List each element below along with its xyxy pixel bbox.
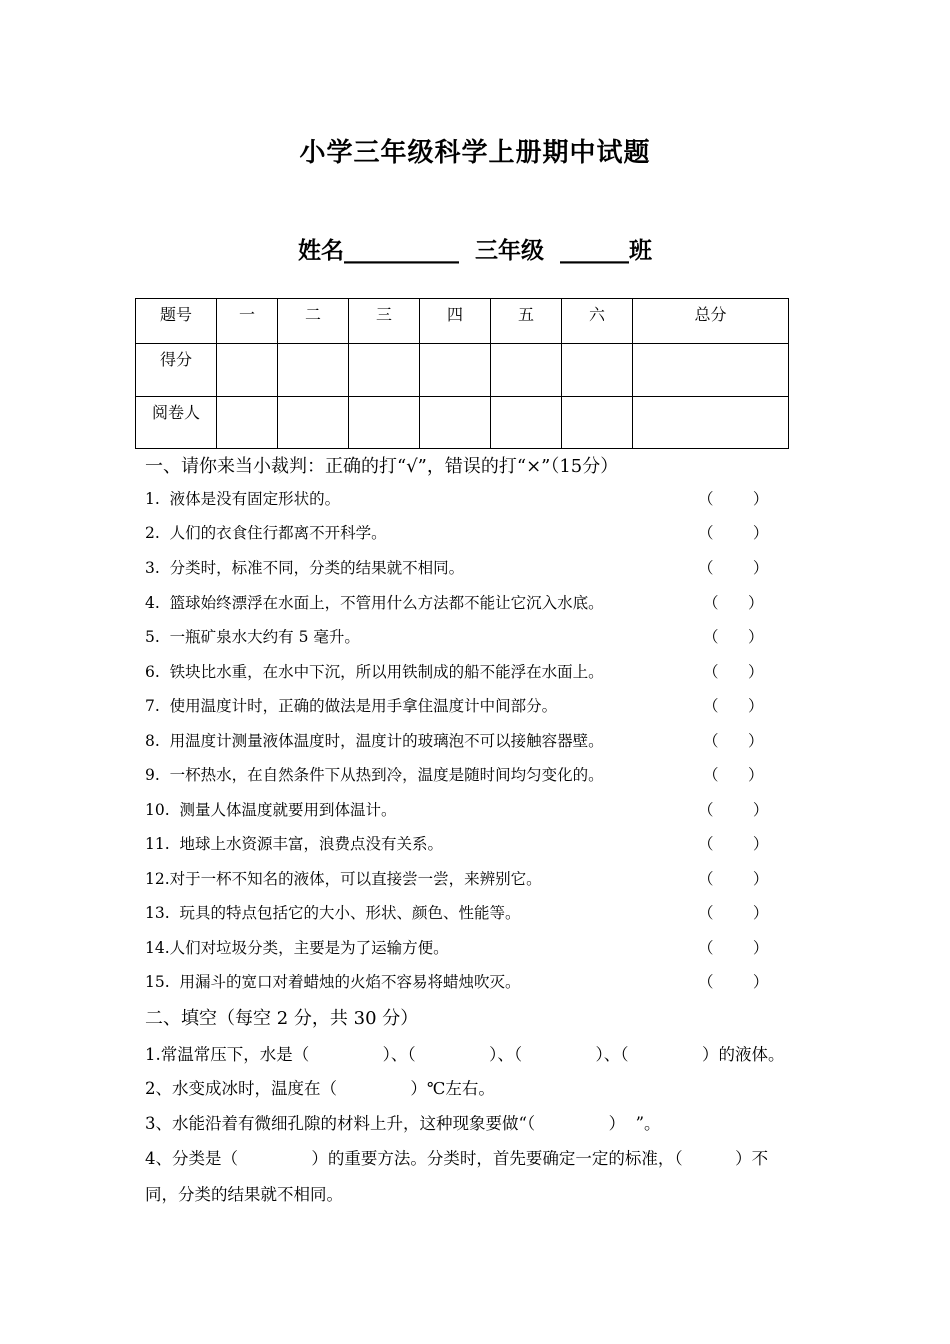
score-table-header-cell: 六 xyxy=(562,299,633,344)
score-cell xyxy=(420,344,491,397)
fill-in-item: 4、分类是（ ）的重要方法。分类时，首先要确定一定的标准，（ ）不 xyxy=(145,1149,769,1168)
grader-cell xyxy=(349,397,420,449)
question-text: 9. 一杯热水，在自然条件下从热到冷，温度是随时间均匀变化的。 xyxy=(145,766,604,784)
section-1-heading: 一、请你来当小裁判：正确的打“√”，错误的打“×”（15分） xyxy=(145,456,619,477)
score-table-header-cell: 一 xyxy=(217,299,278,344)
fill-in-item: 2、水变成冰时，温度在（ ）℃左右。 xyxy=(145,1079,495,1098)
grader-cell xyxy=(633,397,789,449)
question-text: 2. 人们的衣食住行都离不开科学。 xyxy=(145,524,387,542)
question-text: 1. 液体是没有固定形状的。 xyxy=(145,490,341,508)
score-table-header-cell: 二 xyxy=(278,299,349,344)
answer-parentheses: （ ） xyxy=(698,490,769,508)
score-cell xyxy=(217,344,278,397)
answer-parentheses: （ ） xyxy=(698,524,769,542)
score-cell xyxy=(278,344,349,397)
question-text: 6. 铁块比水重，在水中下沉，所以用铁制成的船不能浮在水面上。 xyxy=(145,663,604,681)
question-text: 11. 地球上水资源丰富，浪费点没有关系。 xyxy=(145,835,444,853)
answer-parentheses: （ ） xyxy=(698,939,769,957)
score-table-header-row xyxy=(136,299,789,344)
answer-parentheses: （ ） xyxy=(698,835,769,853)
fill-in-item: 3、水能沿着有微细孔隙的材料上升，这种现象要做“（ ） ”。 xyxy=(145,1114,661,1133)
score-table-header-cell: 题号 xyxy=(136,299,217,344)
score-table xyxy=(135,298,789,449)
answer-parentheses: （ ） xyxy=(703,766,764,784)
answer-parentheses: （ ） xyxy=(698,801,769,819)
answer-parentheses: （ ） xyxy=(698,904,769,922)
score-cell xyxy=(349,344,420,397)
question-text: 10. 测量人体温度就要用到体温计。 xyxy=(145,801,397,819)
question-text: 7. 使用温度计时，正确的做法是用手拿住温度计中间部分。 xyxy=(145,697,558,715)
score-table-header-cell: 四 xyxy=(420,299,491,344)
question-text: 13. 玩具的特点包括它的大小、形状、颜色、性能等。 xyxy=(145,904,521,922)
score-table-row xyxy=(136,397,789,449)
fill-in-item: 同，分类的结果就不相同。 xyxy=(145,1185,343,1204)
grader-cell xyxy=(491,397,562,449)
answer-parentheses: （ ） xyxy=(698,559,769,577)
score-table-row-label: 阅卷人 xyxy=(136,397,217,449)
score-table-row-label: 得分 xyxy=(136,344,217,397)
question-text: 14.人们对垃圾分类，主要是为了运输方便。 xyxy=(145,939,449,957)
answer-parentheses: （ ） xyxy=(698,973,769,991)
answer-parentheses: （ ） xyxy=(703,628,764,646)
section-2-heading: 二、填空（每空 2 分，共 30 分） xyxy=(145,1008,419,1029)
question-text: 12.对于一杯不知名的液体，可以直接尝一尝，来辨别它。 xyxy=(145,870,542,888)
grader-cell xyxy=(278,397,349,449)
answer-parentheses: （ ） xyxy=(703,697,764,715)
score-table-header-cell: 五 xyxy=(491,299,562,344)
grader-cell xyxy=(562,397,633,449)
student-info-line: 姓名__________ 三年级 ______班 xyxy=(297,237,653,264)
score-table-header-cell: 总分 xyxy=(633,299,789,344)
grader-cell xyxy=(217,397,278,449)
fill-in-item: 1.常温常压下，水是（ ）、（ ）、（ ）、（ ）的液体。 xyxy=(145,1045,785,1064)
score-cell xyxy=(633,344,789,397)
score-cell xyxy=(562,344,633,397)
answer-parentheses: （ ） xyxy=(703,732,764,750)
answer-parentheses: （ ） xyxy=(703,594,764,612)
question-text: 4. 篮球始终漂浮在水面上，不管用什么方法都不能让它沉入水底。 xyxy=(145,594,604,612)
score-table-header-cell: 三 xyxy=(349,299,420,344)
answer-parentheses: （ ） xyxy=(698,870,769,888)
score-table-row xyxy=(136,344,789,397)
question-text: 8. 用温度计测量液体温度时，温度计的玻璃泡不可以接触容器壁。 xyxy=(145,732,604,750)
answer-parentheses: （ ） xyxy=(703,663,764,681)
question-text: 3. 分类时，标准不同，分类的结果就不相同。 xyxy=(145,559,465,577)
grader-cell xyxy=(420,397,491,449)
question-text: 5. 一瓶矿泉水大约有 5 毫升。 xyxy=(145,628,360,646)
page-title: 小学三年级科学上册期中试题 xyxy=(299,138,651,168)
question-text: 15. 用漏斗的宽口对着蜡烛的火焰不容易将蜡烛吹灭。 xyxy=(145,973,521,991)
score-cell xyxy=(491,344,562,397)
